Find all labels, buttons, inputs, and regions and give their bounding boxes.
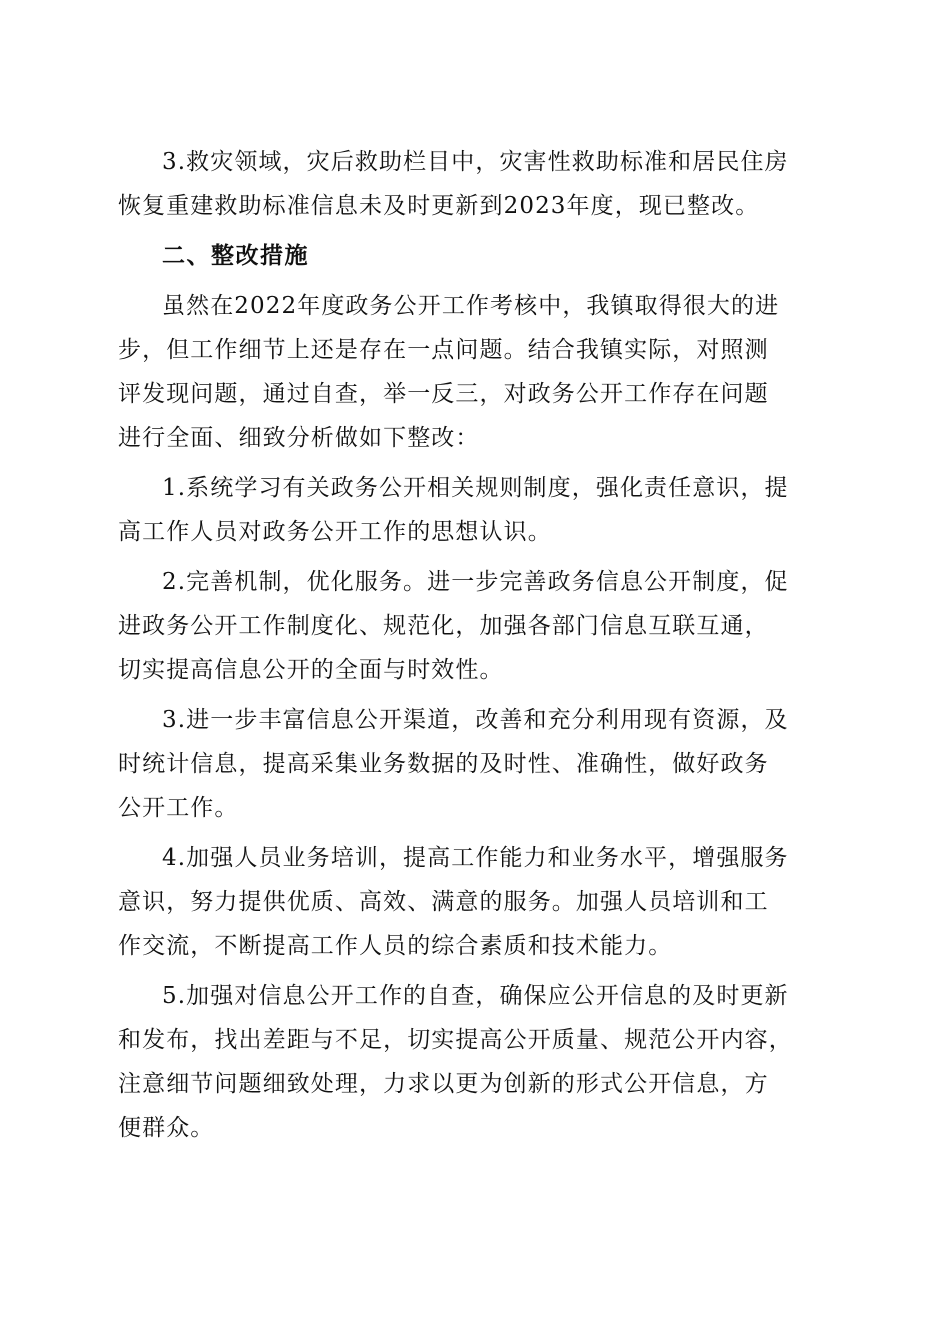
list-item-5 (118, 974, 824, 1150)
text-line: 便群众。 (118, 1115, 215, 1141)
text-line: 和发布，找出差距与不足，切实提高公开质量、规范公开内容， (118, 1027, 793, 1053)
text-line: 进行全面、细致分析做如下整改： (118, 425, 480, 451)
text-line: 高工作人员对政务公开工作的思想认识。 (118, 519, 552, 545)
text-line: 步，但工作细节上还是存在一点问题。结合我镇实际，对照测 (118, 337, 769, 363)
text-line: 3.救灾领域，灾后救助栏目中，灾害性救助标准和居民住房 (162, 149, 789, 175)
text-line: 2.完善机制，优化服务。进一步完善政务信息公开制度，促 (162, 569, 789, 595)
text-line: 作交流，不断提高工作人员的综合素质和技术能力。 (118, 933, 673, 959)
text-line: 3.进一步丰富信息公开渠道，改善和充分利用现有资源，及 (162, 707, 789, 733)
document-body (118, 140, 824, 1156)
text-line: 评发现问题，通过自查，举一反三，对政务公开工作存在问题 (118, 381, 769, 407)
section-heading: 二、整改措施 (162, 243, 309, 269)
list-item-2 (118, 560, 824, 692)
list-item-1 (118, 466, 824, 554)
text-line: 注意细节问题细致处理，力求以更为创新的形式公开信息，方 (118, 1071, 769, 1097)
text-line: 5.加强对信息公开工作的自查，确保应公开信息的及时更新 (162, 983, 789, 1009)
paragraph-intro (118, 284, 824, 460)
text-line: 4.加强人员业务培训，提高工作能力和业务水平，增强服务 (162, 845, 789, 871)
text-line: 虽然在2022年度政务公开工作考核中，我镇取得很大的进 (162, 293, 780, 319)
text-line: 1.系统学习有关政务公开相关规则制度，强化责任意识，提 (162, 475, 789, 501)
text-line: 意识，努力提供优质、高效、满意的服务。加强人员培训和工 (118, 889, 769, 915)
text-line: 进政务公开工作制度化、规范化，加强各部门信息互联互通， (118, 613, 769, 639)
text-line: 恢复重建救助标准信息未及时更新到2023年度，现已整改。 (118, 193, 760, 219)
text-line: 时统计信息，提高采集业务数据的及时性、准确性，做好政务 (118, 751, 769, 777)
list-item-4 (118, 836, 824, 968)
list-item-3 (118, 698, 824, 830)
text-line: 切实提高信息公开的全面与时效性。 (118, 657, 504, 683)
text-line: 公开工作。 (118, 795, 239, 821)
paragraph-disaster-relief (118, 140, 824, 228)
